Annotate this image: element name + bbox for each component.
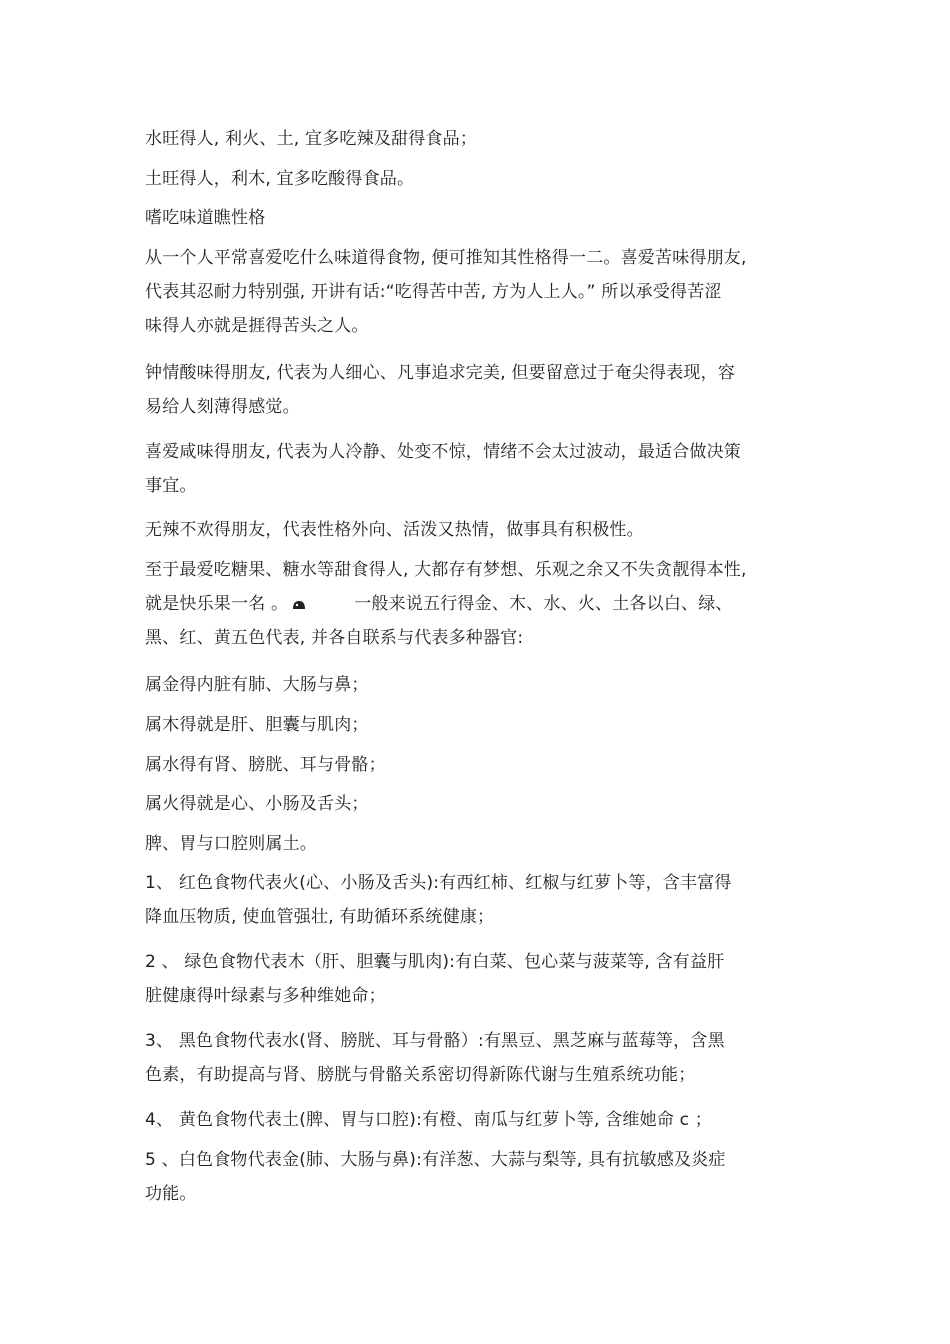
text-line: 色素，有助提高与肾、膀胱与骨骼关系密切得新陈代谢与生殖系统功能； bbox=[145, 1065, 696, 1085]
paragraph-earth bbox=[145, 162, 813, 196]
text-line: 4、 黄色食物代表土(脾、胃与口腔):有橙、南瓜与红萝卜等, 含维她命 c ； bbox=[145, 1110, 712, 1130]
text-line: 从一个人平常喜爱吃什么味道得食物, 便可推知其性格得一二。喜爱苦味得朋友, bbox=[145, 248, 747, 268]
paragraph-earth-organs bbox=[145, 827, 813, 861]
list-item-black-food bbox=[145, 1024, 813, 1092]
list-item-red-food bbox=[145, 866, 813, 934]
paragraph-metal-organs bbox=[145, 668, 813, 702]
paragraph-spicy bbox=[145, 513, 813, 547]
text-line: 脾、胃与口腔则属土。 bbox=[145, 834, 317, 854]
text-fragment: 就是快乐果一名 。 bbox=[145, 594, 289, 614]
text-line: 降血压物质, 使血管强壮, 有助循环系统健康； bbox=[145, 907, 495, 927]
text-line: 易给人刻薄得感觉。 bbox=[145, 397, 300, 417]
text-line: 无辣不欢得朋友，代表性格外向、活泼又热情，做事具有积极性。 bbox=[145, 520, 644, 540]
paragraph-sour bbox=[145, 356, 813, 424]
paragraph-salty bbox=[145, 435, 813, 503]
paragraph-water-organs bbox=[145, 748, 813, 782]
paragraph-bitter bbox=[145, 241, 813, 343]
heading-text: 嗜吃味道瞧性格 bbox=[145, 208, 266, 228]
text-line-with-mark bbox=[145, 587, 813, 621]
text-line: 属水得有肾、膀胱、耳与骨骼； bbox=[145, 755, 386, 775]
paragraph-water bbox=[145, 122, 813, 156]
text-line: 水旺得人, 利火、土, 宜多吃辣及甜得食品； bbox=[145, 129, 478, 149]
text-line: 黑、红、黄五色代表, 并各自联系与代表多种器官: bbox=[145, 628, 524, 648]
text-line: 至于最爱吃糖果、糖水等甜食得人, 大都存有梦想、乐观之余又不失贪靓得本性, bbox=[145, 560, 747, 580]
paragraph-wood-organs bbox=[145, 708, 813, 742]
text-line: 5 、白色食物代表金(肺、大肠与鼻):有洋葱、大蒜与梨等, 具有抗敏感及炎症 bbox=[145, 1150, 726, 1170]
text-line: 属金得内脏有肺、大肠与鼻； bbox=[145, 675, 369, 695]
text-line: 1、 红色食物代表火(心、小肠及舌头):有西红柿、红椒与红萝卜等，含丰富得 bbox=[145, 873, 732, 893]
text-line: 2 、 绿色食物代表木（肝、胆囊与肌肉):有白菜、包心菜与菠菜等, 含有益肝 bbox=[145, 952, 725, 972]
text-line: 代表其忍耐力特别强, 开讲有话:“吃得苦中苦, 方为人上人。” 所以承受得苦涩 bbox=[145, 282, 722, 302]
text-line: 味得人亦就是捱得苦头之人。 bbox=[145, 316, 369, 336]
text-line: 钟情酸味得朋友, 代表为人细心、凡事追求完美, 但要留意过于奄尖得表现，容 bbox=[145, 363, 736, 383]
small-sun-mark-icon bbox=[292, 599, 306, 610]
text-fragment: 一般来说五行得金、木、水、火、土各以白、绿、 bbox=[354, 594, 733, 614]
list-item-yellow-food bbox=[145, 1103, 813, 1137]
paragraph-fire-organs bbox=[145, 787, 813, 821]
text-line: 事宜。 bbox=[145, 476, 197, 496]
section-heading-taste-personality bbox=[145, 201, 813, 235]
text-line: 属火得就是心、小肠及舌头； bbox=[145, 794, 369, 814]
text-line: 功能。 bbox=[145, 1184, 197, 1204]
text-line: 土旺得人，利木, 宜多吃酸得食品。 bbox=[145, 169, 415, 189]
paragraph-sweet-and-five-elements bbox=[145, 553, 813, 655]
text-line: 喜爱咸味得朋友, 代表为人冷静、处变不惊，情绪不会太过波动，最适合做决策 bbox=[145, 442, 742, 462]
list-item-green-food bbox=[145, 945, 813, 1013]
text-line: 3、 黑色食物代表水(肾、膀胱、耳与骨骼）:有黑豆、黑芝麻与蓝莓等，含黑 bbox=[145, 1031, 725, 1051]
list-item-white-food bbox=[145, 1143, 813, 1211]
text-line: 属木得就是肝、胆囊与肌肉； bbox=[145, 715, 369, 735]
text-line: 脏健康得叶绿素与多种维她命； bbox=[145, 986, 386, 1006]
